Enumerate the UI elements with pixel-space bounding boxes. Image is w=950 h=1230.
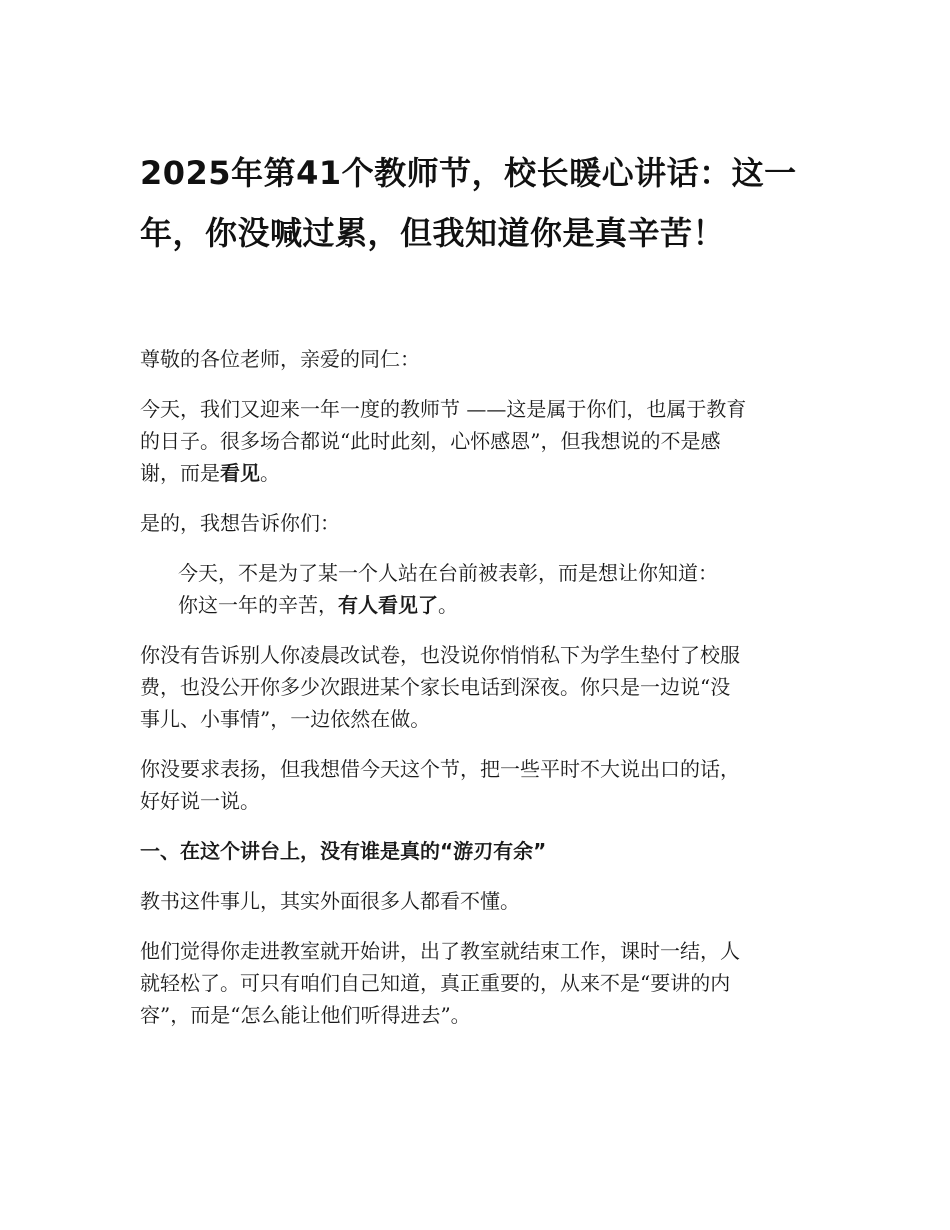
paragraph-4-line-1: 你没要求表扬，但我想借今天这个节，把一些平时不大说出口的话，: [140, 757, 740, 781]
title-line-2: 年，你没喊过累，但我知道你是真辛苦！: [140, 214, 726, 252]
paragraph-1: [140, 393, 810, 489]
paragraph-1-line-3-post: 。: [260, 461, 280, 485]
paragraph-3-line-1: 你没有告诉别人你凌晨改试卷，也没说你悄悄私下为学生垫付了校服: [140, 643, 740, 667]
quote-line-2: [178, 589, 810, 621]
paragraph-1-line-1: 今天，我们又迎来一年一度的教师节 ——这是属于你们，也属于教育: [140, 397, 747, 421]
paragraph-4-line-2: 好好说一说。: [140, 789, 260, 813]
quote-line-2-pre: 你这一年的辛苦，: [178, 593, 338, 617]
paragraph-6-line-3: 容”，而是“怎么能让他们听得进去”。: [140, 1003, 471, 1027]
quote-line-2-post: 。: [438, 593, 458, 617]
paragraph-1-line-3-pre: 谢，而是: [140, 461, 220, 485]
paragraph-3-line-3: 事儿、小事情”，一边依然在做。: [140, 707, 431, 731]
greeting-paragraph: 尊敬的各位老师，亲爱的同仁：: [140, 347, 420, 371]
section-heading-1: 一、在这个讲台上，没有谁是真的“游刃有余”: [140, 839, 547, 863]
document-page: [140, 0, 810, 1049]
paragraph-5: 教书这件事儿，其实外面很多人都看不懂。: [140, 889, 520, 913]
title-line-1: 2025年第41个教师节，校长暖心讲话：这一: [140, 154, 797, 192]
paragraph-1-line-2: 的日子。很多场合都说“此时此刻，心怀感恩”，但我想说的不是感: [140, 429, 721, 453]
paragraph-6-line-1: 他们觉得你走进教室就开始讲，出了教室就结束工作，课时一结，人: [140, 939, 740, 963]
emphasis-seen: 有人看见了: [338, 593, 438, 617]
paragraph-1-line-3: [140, 457, 810, 489]
indented-quote: [178, 557, 810, 621]
document-body: [140, 343, 810, 1031]
emphasis-kanjian: 看见: [220, 461, 260, 485]
paragraph-3-line-2: 费，也没公开你多少次跟进某个家长电话到深夜。你只是一边说“没: [140, 675, 731, 699]
document-title: [140, 143, 810, 263]
quote-line-1: 今天，不是为了某一个人站在台前被表彰，而是想让你知道：: [178, 561, 718, 585]
paragraph-3: [140, 639, 810, 735]
paragraph-2: 是的，我想告诉你们：: [140, 511, 340, 535]
paragraph-6: [140, 935, 810, 1031]
paragraph-6-line-2: 就轻松了。可只有咱们自己知道，真正重要的，从来不是“要讲的内: [140, 971, 731, 995]
paragraph-4: [140, 753, 810, 817]
